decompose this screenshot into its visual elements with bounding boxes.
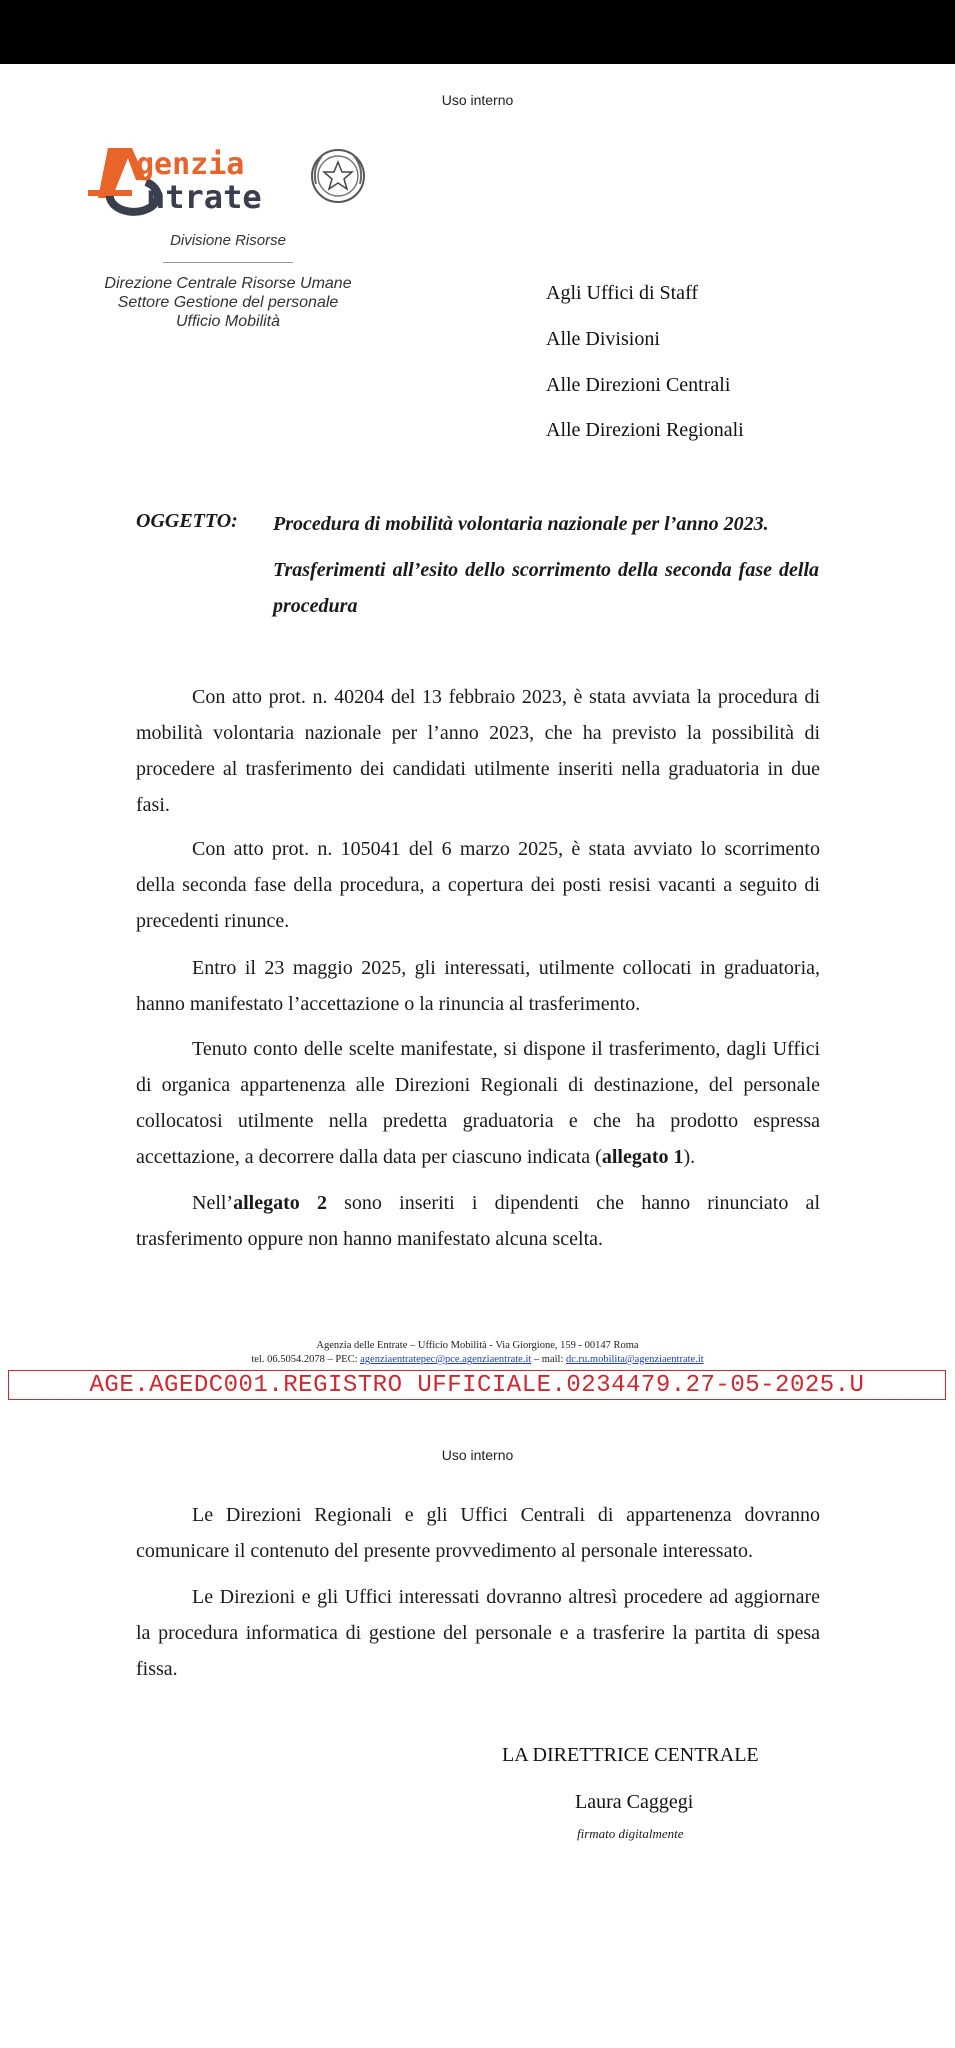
header-label: Uso interno — [441, 92, 514, 108]
text-run: sono inseriti i dipendenti che hanno rinunciato al trasferimento oppure non hanno manifestato alcuna scelta. — [136, 1192, 820, 1250]
signature-name: Laura Caggegi — [575, 1791, 694, 1813]
body-paragraph: Le Direzioni e gli Uffici interessati dovranno altresì procedere ad aggiornare la procedura informatica di gestione del personale e a trasferire la partita di spesa fissa. — [136, 1586, 820, 1680]
recipient: Alle Direzioni Centrali — [546, 374, 731, 396]
footer-address: Agenzia delle Entrate – Ufficio Mobilità - Via Giorgione, 159 - 00147 Roma — [316, 1340, 639, 1351]
body-paragraph: Con atto prot. n. 40204 del 13 febbraio 2023, è stata avviata la procedura di mobilità volontaria nazionale per l’anno 2023, che ha previsto la possibilità di procedere al trasferimento dei candidati utilmente inseriti nella graduatoria in due fasi. — [136, 686, 820, 816]
logo-text-2: ntrate — [146, 178, 262, 216]
body-paragraph: Con atto prot. n. 105041 del 6 marzo 2025, è stata avviato lo scorrimento della seconda fase della procedura, a copertura dei posti resisi vacanti a seguito di precedenti rinunce. — [136, 838, 820, 932]
text-run: ). — [683, 1146, 696, 1168]
text-run: Nell’ — [192, 1192, 234, 1214]
divider — [163, 262, 293, 263]
subject-line-2: Trasferimenti all’esito dello scorrimento della seconda fase della procedura — [273, 559, 819, 617]
logo-graphic — [88, 140, 378, 220]
attachment-ref: allegato 2 — [233, 1192, 327, 1214]
text-run: Tenuto conto delle scelte manifestate, si dispone il trasferimento, dagli Uffici di organica appartenenza alle Direzioni Regionali di destinazione, del personale collocatosi utilmente nella predetta graduatoria e che ha prodotto espressa accettazione, a decorrere dalla data per ciascuno indicata ( — [136, 1038, 820, 1168]
signature-note: firmato digitalmente — [577, 1826, 684, 1841]
body-paragraph: Le Direzioni Regionali e gli Uffici Centrali di appartenenza dovranno comunicare il contenuto del presente provvedimento al personale interessato. — [136, 1504, 820, 1562]
mail-link[interactable]: dc.ru.mobilita@agenziaentrate.it — [566, 1354, 704, 1365]
attachment-ref: allegato 1 — [601, 1146, 684, 1168]
registry-stamp: AGE.AGEDC001.REGISTRO UFFICIALE.0234479.27-05-2025.U — [8, 1370, 946, 1400]
top-black-bar — [0, 0, 955, 64]
subject-line-1: Procedura di mobilità volontaria nazionale per l’anno 2023. — [273, 513, 769, 535]
agenzia-entrate-logo — [88, 140, 378, 220]
recipient: Alle Divisioni — [546, 328, 660, 350]
issuer-line: Ufficio Mobilità — [175, 313, 281, 330]
header-label: Uso interno — [441, 1447, 514, 1463]
recipient: Agli Uffici di Staff — [546, 282, 699, 304]
italian-emblem-icon — [312, 150, 364, 202]
issuer-line: Settore Gestione del personale — [117, 294, 339, 311]
issuer-block — [60, 274, 396, 331]
signature-title: LA DIRETTRICE CENTRALE — [502, 1744, 759, 1766]
footer-tel: tel. 06.5054.2078 – PEC: — [251, 1354, 361, 1365]
footer-mail-label: – mail: — [531, 1354, 566, 1365]
pec-link[interactable]: agenziaentratepec@pce.agenziaentrate.it — [360, 1354, 532, 1365]
issuer-line: Direzione Centrale Risorse Umane — [104, 275, 352, 292]
recipient: Alle Direzioni Regionali — [546, 419, 744, 441]
division-name: Divisione Risorse — [170, 232, 286, 249]
body-paragraph: Entro il 23 maggio 2025, gli interessati, utilmente collocati in graduatoria, hanno manifestato l’accettazione o la rinuncia al trasferimento. — [136, 957, 820, 1015]
logo-text-1: genzia — [136, 147, 245, 182]
body-paragraph — [136, 1185, 820, 1257]
footer-contacts — [0, 1354, 955, 1365]
subject-label: OGGETTO: — [136, 510, 238, 532]
body-paragraph — [136, 1031, 820, 1175]
